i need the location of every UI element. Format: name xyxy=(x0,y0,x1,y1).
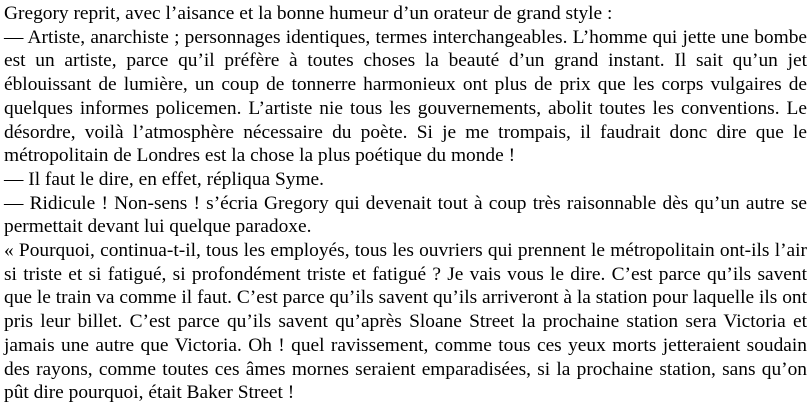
paragraph-artiste: — Artiste, anarchiste ; personnages identiques, termes interchangeables. L’homme qui jette une bombe est un artiste, parce qu’il préfère à toutes choses la beauté d’un grand instant. Il sait qu’un jet éblouissant de lumière, un coup de tonnerre harmonieux ont plus de prix que les corps vulgaires de quelques informes policemen. L’artiste nie tous les gouvernements, abolit toutes les conventions. Le désordre, voilà l’atmosphère nécessaire du poète. Si je me trompais, il faudrait donc dire que le métropolitain de Londres est la chose la plus poétique du monde ! xyxy=(4,26,807,167)
paragraph-intro: Gregory reprit, avec l’aisance et la bonne humeur d’un orateur de grand style : xyxy=(4,3,613,24)
paragraph-syme-reply: — Il faut le dire, en effet, répliqua Syme. xyxy=(4,168,325,190)
paragraph-ridicule: — Ridicule ! Non-sens ! s’écria Gregory qui devenait tout à coup très raisonnable dès qu’un autre se permettait devant lui quelque paradoxe. xyxy=(4,192,807,238)
paragraph-pourquoi: « Pourquoi, continua-t-il, tous les employés, tous les ouvriers qui prennent le métropolitain ont-ils l’air si triste et si fatigué, si profondément triste et fatigué ? Je vais vous le dire. C’est parce qu’ils savent que le train va comme il faut. C’est parce qu’ils savent qu’ils arriveront à la station pour laquelle ils ont pris leur billet. C’est parce qu’ils savent qu’après Sloane Street la prochaine station sera Victoria et jamais une autre que Victoria. Oh ! quel ravissement, comme tous ces yeux morts jetteraient soudain des rayons, comme toutes ces âmes mornes seraient emparadisées, si la prochaine station, sans qu’on pût dire pourquoi, était Baker Street ! xyxy=(4,240,807,404)
